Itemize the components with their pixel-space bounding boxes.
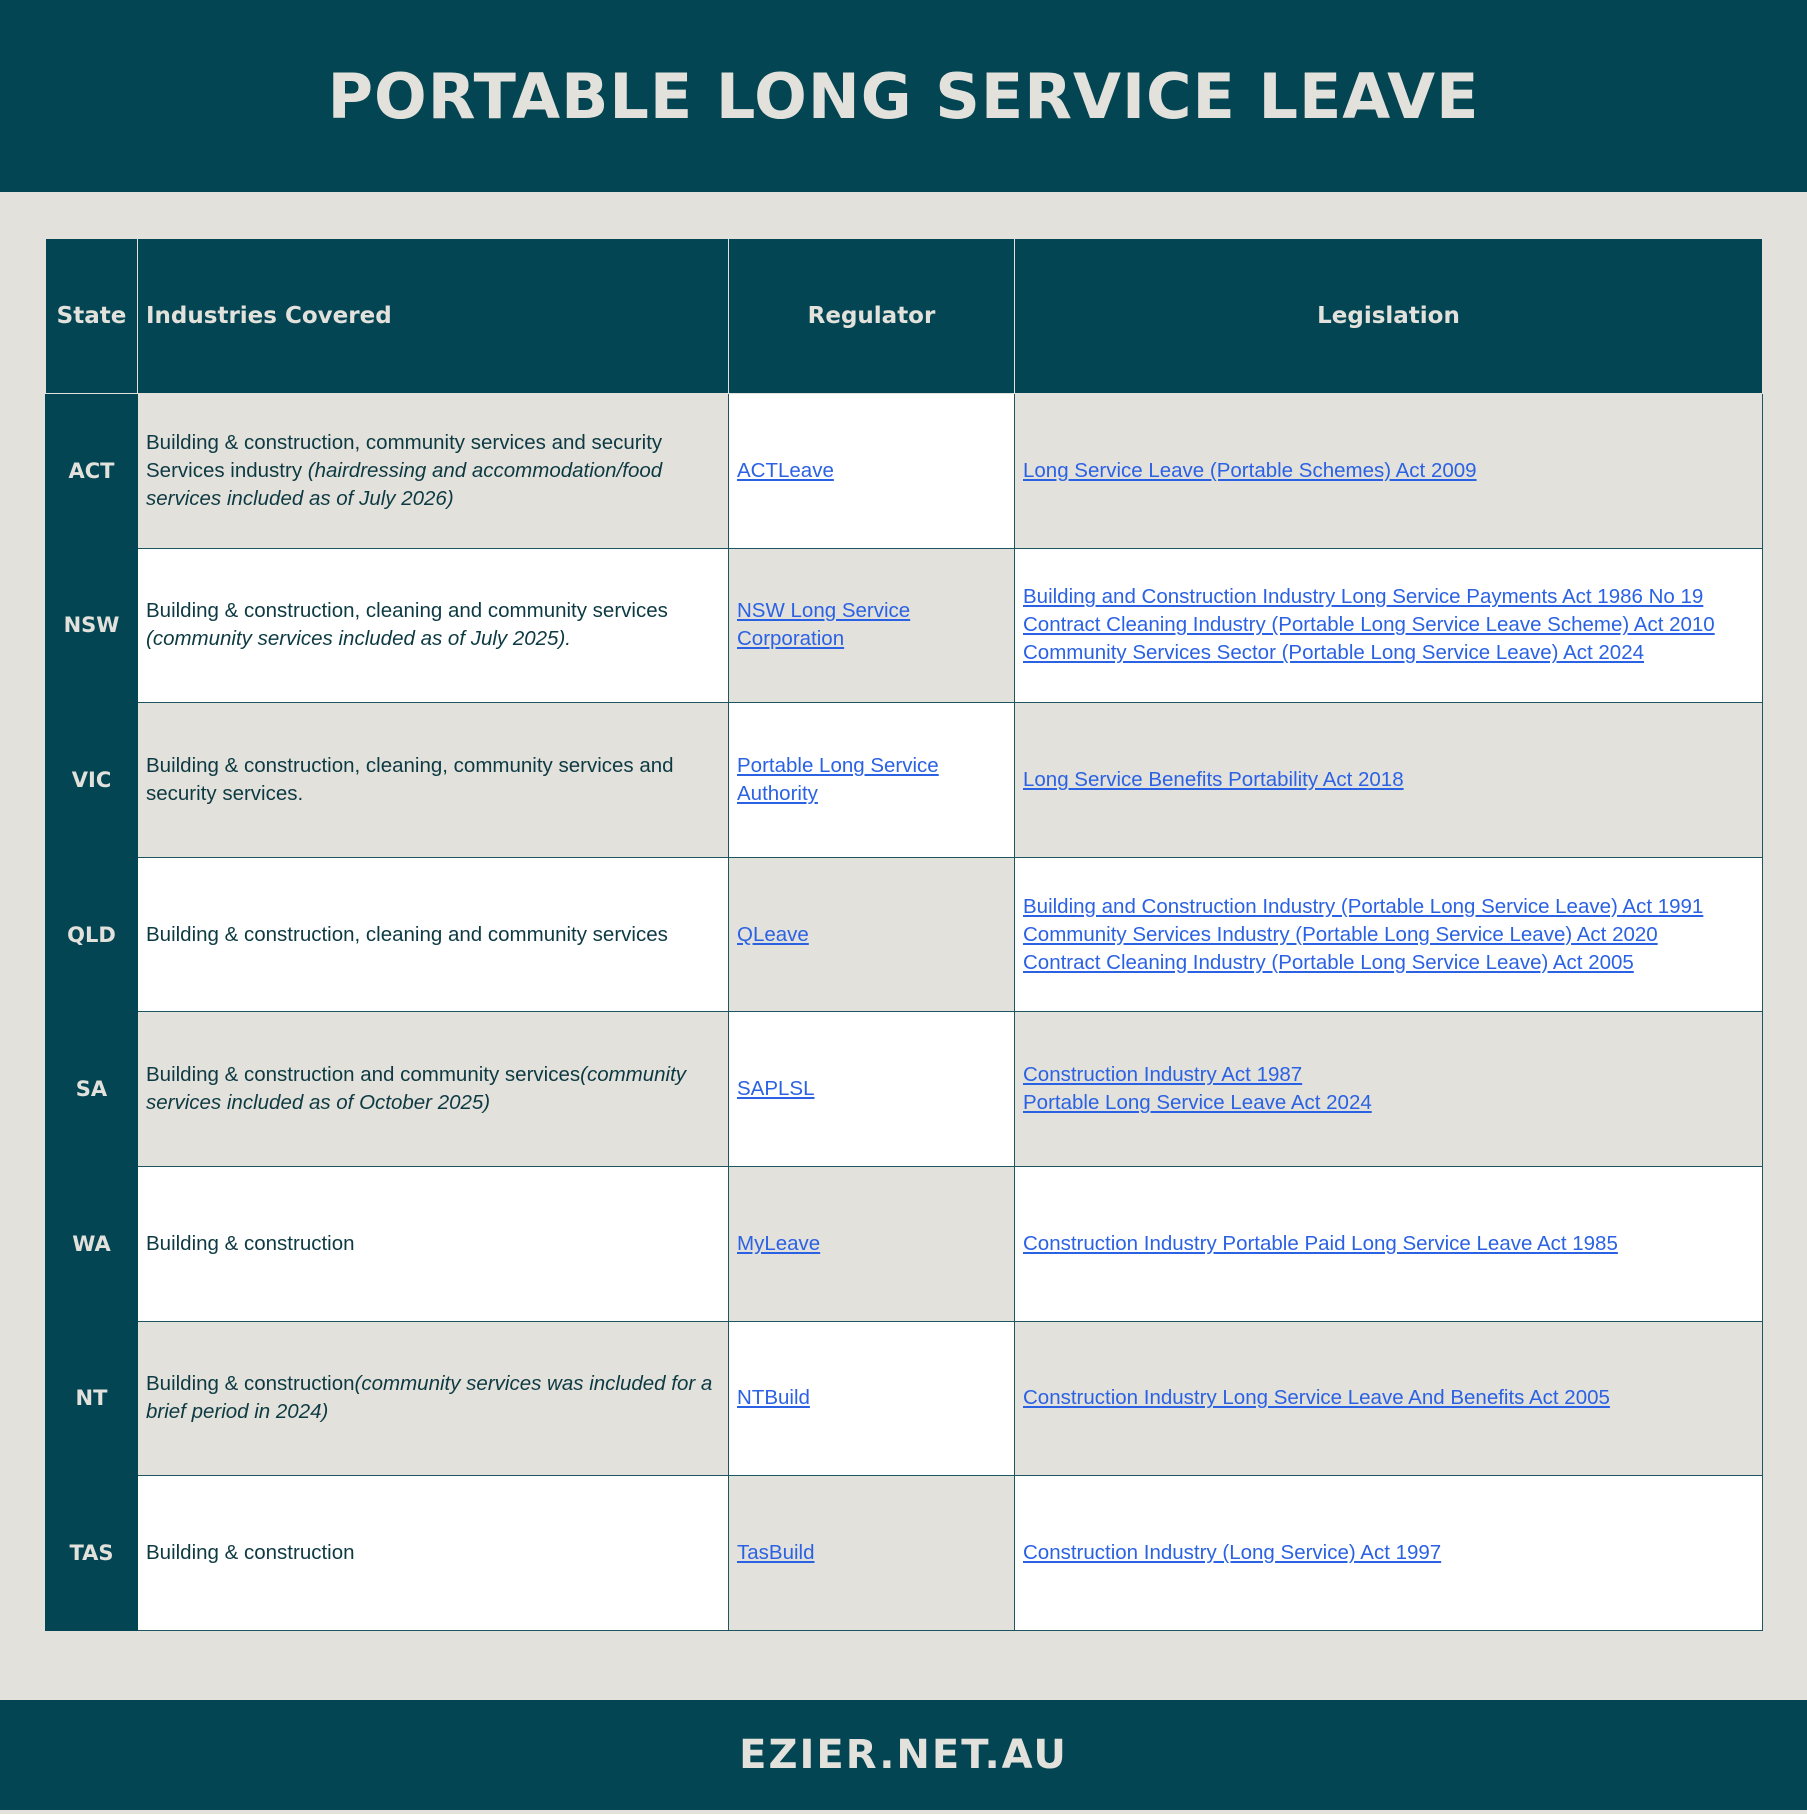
industries-note: (community services was included for a brief period in 2024) [146, 1372, 713, 1424]
state-cell: WA [46, 1166, 138, 1321]
legislation-link[interactable]: Community Services Sector (Portable Long Service Leave) Act 2024 [1023, 641, 1644, 665]
legislation-cell [1015, 548, 1763, 703]
regulator-cell [729, 548, 1015, 703]
column-header-legislation: Legislation [1015, 239, 1763, 394]
table-header-row [46, 239, 1763, 394]
industries-text: Building & construction, cleaning and community services [146, 599, 668, 623]
industries-note: (community services included as of October 2025) [146, 1063, 687, 1115]
regulator-link[interactable]: SAPLSL [737, 1077, 815, 1101]
industries-note: (hairdressing and accommodation/food services included as of July 2026) [146, 458, 663, 510]
industries-text: Building & construction [146, 1231, 355, 1255]
legislation-link[interactable]: Community Services Industry (Portable Long Service Leave) Act 2020 [1023, 922, 1658, 946]
industries-cell [138, 1166, 729, 1321]
legislation-link[interactable]: Long Service Benefits Portability Act 2018 [1023, 767, 1404, 791]
regulator-link[interactable]: ACTLeave [737, 458, 834, 482]
state-cell: TAS [46, 1476, 138, 1631]
industries-cell [138, 1476, 729, 1631]
table-row [46, 394, 1763, 549]
legislation-link[interactable]: Long Service Leave (Portable Schemes) Act 2009 [1023, 458, 1477, 482]
column-header-industries: Industries Covered [138, 239, 729, 394]
regulator-link[interactable]: MyLeave [737, 1231, 821, 1255]
legislation-link[interactable]: Construction Industry Portable Paid Long Service Leave Act 1985 [1023, 1231, 1618, 1255]
regulator-cell [729, 703, 1015, 858]
plsl-table-container [45, 238, 1762, 1631]
legislation-link[interactable]: Construction Industry Long Service Leave And Benefits Act 2005 [1023, 1386, 1610, 1410]
regulator-link[interactable]: Portable Long Service Authority [737, 753, 939, 805]
industries-text: Building & construction, community services and security Services industry [146, 430, 663, 482]
legislation-link[interactable]: Construction Industry Act 1987 [1023, 1063, 1303, 1087]
table-row [46, 1166, 1763, 1321]
industries-text: Building & construction, cleaning, community services and security services. [146, 753, 674, 805]
legislation-link[interactable]: Construction Industry (Long Service) Act 1997 [1023, 1540, 1442, 1564]
column-header-regulator: Regulator [729, 239, 1015, 394]
legislation-link[interactable]: Contract Cleaning Industry (Portable Long Service Leave Scheme) Act 2010 [1023, 613, 1715, 637]
regulator-cell [729, 1012, 1015, 1167]
industries-cell [138, 857, 729, 1012]
legislation-link[interactable]: Portable Long Service Leave Act 2024 [1023, 1091, 1372, 1115]
state-cell: SA [46, 1012, 138, 1167]
regulator-cell [729, 1321, 1015, 1476]
industries-note: (community services included as of July 2025). [146, 627, 571, 651]
legislation-cell [1015, 703, 1763, 858]
regulator-cell [729, 1166, 1015, 1321]
regulator-cell [729, 857, 1015, 1012]
page-header [0, 0, 1807, 192]
regulator-link[interactable]: NTBuild [737, 1386, 810, 1410]
regulator-link[interactable]: TasBuild [737, 1540, 815, 1564]
legislation-link[interactable]: Building and Construction Industry Long Service Payments Act 1986 No 19 [1023, 585, 1704, 609]
table-header [46, 239, 1763, 394]
legislation-link[interactable]: Building and Construction Industry (Portable Long Service Leave) Act 1991 [1023, 894, 1704, 918]
industries-cell [138, 1012, 729, 1167]
legislation-cell [1015, 1321, 1763, 1476]
regulator-cell [729, 1476, 1015, 1631]
table-body [46, 394, 1763, 1631]
table-row [46, 857, 1763, 1012]
regulator-link[interactable]: QLeave [737, 922, 809, 946]
table-row [46, 1012, 1763, 1167]
legislation-cell [1015, 394, 1763, 549]
state-cell: VIC [46, 703, 138, 858]
legislation-cell [1015, 857, 1763, 1012]
industries-cell [138, 1321, 729, 1476]
page-footer [0, 1700, 1807, 1810]
state-cell: NT [46, 1321, 138, 1476]
column-header-state: State [46, 239, 138, 394]
industries-text: Building & construction, cleaning and community services [146, 922, 668, 946]
industries-cell [138, 548, 729, 703]
page-title: PORTABLE LONG SERVICE LEAVE [327, 59, 1480, 133]
legislation-cell [1015, 1166, 1763, 1321]
legislation-cell [1015, 1476, 1763, 1631]
industries-text: Building & construction and community services [146, 1063, 581, 1087]
industries-cell [138, 703, 729, 858]
legislation-cell [1015, 1012, 1763, 1167]
state-cell: NSW [46, 548, 138, 703]
state-cell: QLD [46, 857, 138, 1012]
state-cell: ACT [46, 394, 138, 549]
table-row [46, 1321, 1763, 1476]
table-row [46, 703, 1763, 858]
industries-text: Building & construction [146, 1372, 355, 1396]
industries-cell [138, 394, 729, 549]
footer-site-name: EZIER.NET.AU [739, 1732, 1068, 1778]
legislation-link[interactable]: Contract Cleaning Industry (Portable Long Service Leave) Act 2005 [1023, 950, 1634, 974]
plsl-table [45, 238, 1763, 1631]
regulator-link[interactable]: NSW Long Service Corporation [737, 599, 911, 651]
table-row [46, 1476, 1763, 1631]
industries-text: Building & construction [146, 1540, 355, 1564]
regulator-cell [729, 394, 1015, 549]
table-row [46, 548, 1763, 703]
